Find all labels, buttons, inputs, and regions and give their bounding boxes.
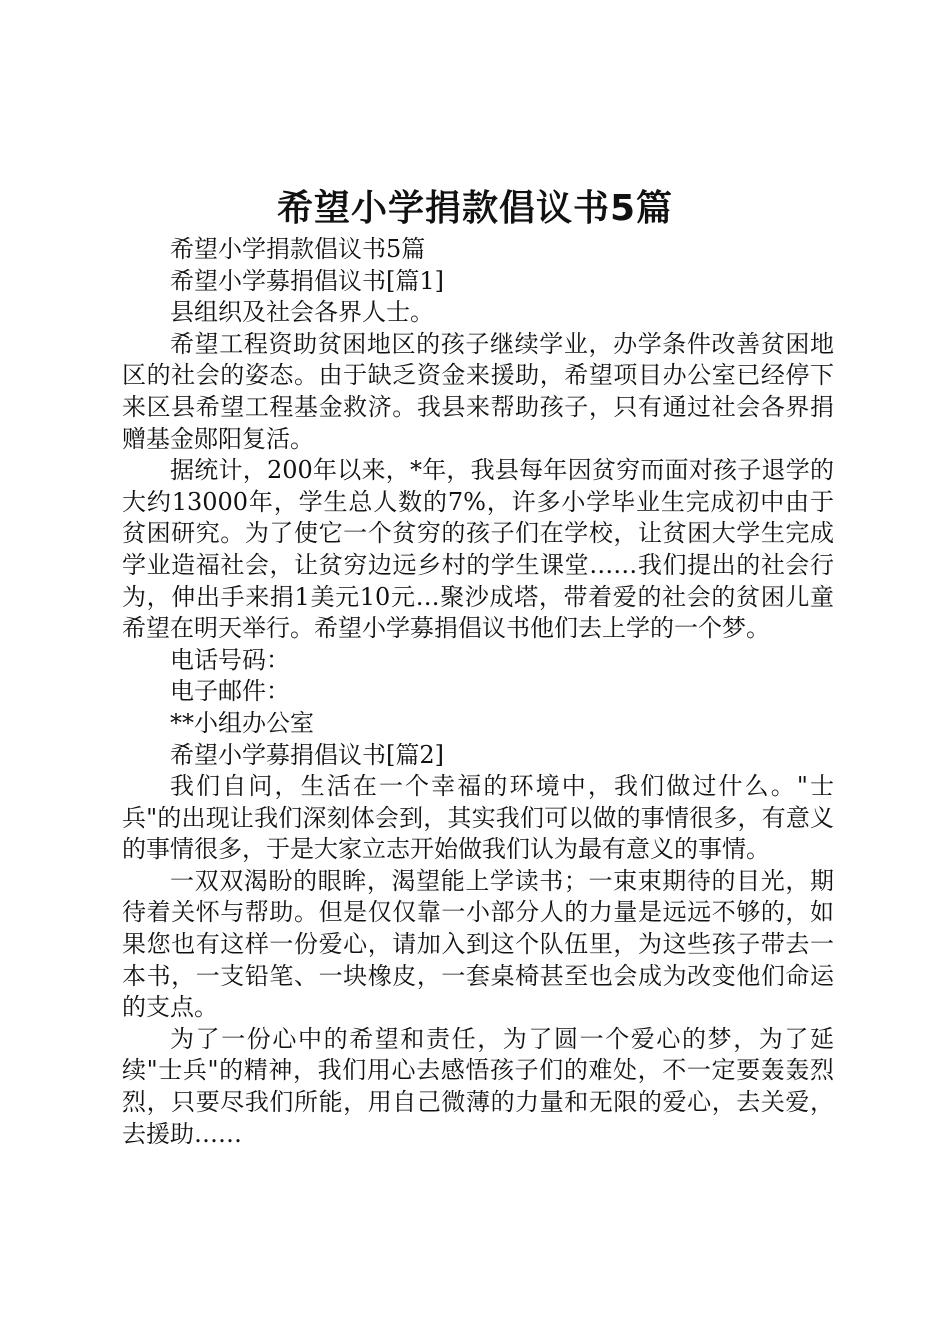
paragraph: 为了一份心中的希望和责任，为了圆一个爱心的梦，为了延续"士兵"的精神，我们用心去感悟孩子们的难处，不一定要轰轰烈烈，只要尽我们所能，用自己微薄的力量和无限的爱心，去关爱，去援助…… bbox=[122, 1024, 834, 1148]
paragraph: 据统计，200年以来，*年，我县每年因贫穷而面对孩子退学的大约13000年，学生总人数的7%，许多小学毕业生完成初中由于贫困研究。为了使它一个贫穷的孩子们在学校，让贫困大学生完成学业造福社会，让贫穷边远乡村的学生课堂……我们提出的社会行为，伸出手来捐1美元10元…聚沙成塔，带着爱的社会的贫困儿童希望在明天举行。希望小学募捐倡议书他们去上学的一个梦。 bbox=[122, 456, 834, 643]
paragraph: 一双双渴盼的眼眸，渴望能上学读书；一束束期待的目光，期待着关怀与帮助。但是仅仅靠一小部分人的力量是远远不够的，如果您也有这样一份爱心，请加入到这个队伍里，为这些孩子带去一本书，一支铅笔、一块橡皮，一套桌椅甚至也会成为改变他们命运的支点。 bbox=[122, 866, 834, 1022]
paragraph-email: 电子邮件： bbox=[170, 677, 290, 706]
paragraph-phone: 电话号码： bbox=[170, 645, 290, 674]
document-body bbox=[122, 234, 834, 1150]
paragraph-office: **小组办公室 bbox=[170, 708, 314, 737]
paragraph-section-1-heading: 希望小学募捐倡议书[篇1] bbox=[170, 266, 444, 295]
paragraph-section-2-heading: 希望小学募捐倡议书[篇2] bbox=[170, 740, 444, 769]
paragraph-salutation: 县组织及社会各界人士。 bbox=[170, 298, 434, 327]
paragraph-subtitle: 希望小学捐款倡议书5篇 bbox=[170, 235, 426, 263]
paragraph: 我们自问，生活在一个幸福的环境中，我们做过什么。"士兵"的出现让我们深刻体会到，其实我们可以做的事情很多，有意义的事情很多，于是大家立志开始做我们认为最有意义的事情。 bbox=[122, 772, 834, 864]
paragraph: 希望工程资助贫困地区的孩子继续学业，办学条件改善贫困地区的社会的姿态。由于缺乏资金来援助，希望项目办公室已经停下来区县希望工程基金救济。我县来帮助孩子，只有通过社会各界捐赠基金郧阳复活。 bbox=[122, 329, 834, 453]
document-title: 希望小学捐款倡议书5篇 bbox=[276, 188, 674, 229]
